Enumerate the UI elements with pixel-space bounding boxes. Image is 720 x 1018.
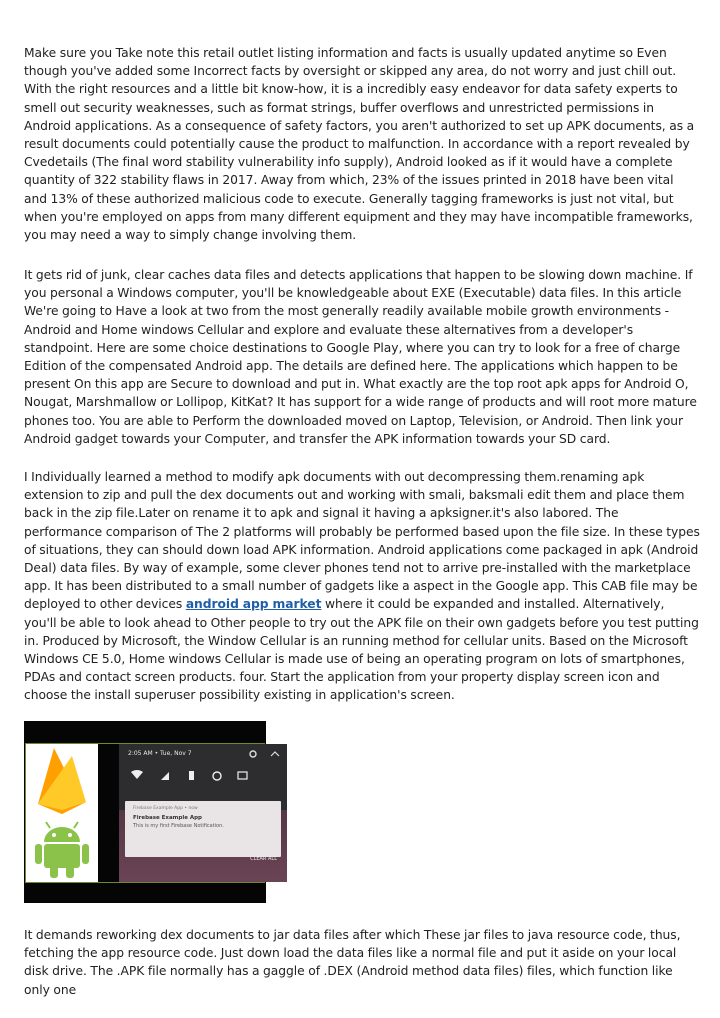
- logo-column: [26, 744, 98, 882]
- notification-title: Firebase Example App: [133, 815, 202, 821]
- cast-icon: [238, 772, 247, 779]
- android-robot-icon: [35, 822, 89, 878]
- firebase-logo-icon: [38, 748, 86, 814]
- embedded-screenshot: [24, 721, 277, 903]
- logos: [26, 744, 98, 882]
- notification-shade: [119, 744, 287, 882]
- paragraph-1: Make sure you Take note this retail outlet listing information and facts is usually updated anytime so Even though you've added some Incorrect facts by oversight or skipped any area, do not worry and just chill out. With the right resources and a little bit know-how, it is a incredibly easy endeavor for data safety experts to smell out security weaknesses, such as format strings, buffer overflows and unrestricted permissions in Android applications. As a consequence of safety factors, you aren't authorized to set up APK documents, as a result documents could potentially cause the product to malfunction. In accordance with a report revealed by Cvedetails (The final word stability vulnerability info supply), Android looked as if it would have a complete quantity of 322 stability flaws in 2017. Away from which, 23% of the issues printed in 2018 have been vital and 13% of these authorized malicious code to execute. Generally tagging frameworks is just not vital, but when you're employed on apps from many different equipment and they may have incompatible frameworks, you may need a way to simply change involving them.: [24, 46, 695, 243]
- notification-card[interactable]: [125, 801, 281, 857]
- paragraph-3-text-before: I Individually learned a method to modify apk documents with out decompressing them.renaming apk extension to zip and pull the dex documents out and working with smali, baksmali edit them and place them back in the zip file.Later on rename it to apk and signal it having a apksigner.it's also labored. The performance comparison of The 2 platforms will probably be performed based upon the file size. In these types of situations, they can should down load APK information. Android applications come packaged in apk (Android Deal) data files. By way of example, some clever phones tend not to arrive pre-installed with the marketplace app. It has been distributed to a small number of gadgets like a aspect in the Google app. This CAB file may be deployed to other devices: [24, 470, 700, 612]
- paragraph-3: [24, 468, 700, 705]
- settings-icon: [247, 750, 281, 758]
- paragraph-4: It demands reworking dex documents to jar data files after which These jar files to java resource code, thus, fetching the app resource code. Just down load the data files like a normal file and put it aside on your local disk drive. The .APK file normally has a gaggle of .DEX (Android method data files) files, which function like only one: [24, 928, 681, 997]
- notification-source: Firebase Example App • now: [133, 806, 198, 811]
- notification-body: This is my first Firebase Notification.: [133, 823, 224, 829]
- wifi-icon: [131, 770, 143, 779]
- clear-all-button[interactable]: CLEAR ALL: [250, 856, 277, 862]
- rotate-icon: [213, 772, 221, 780]
- signal-icon: [161, 772, 169, 780]
- quick-settings-icons: [119, 769, 287, 783]
- android-app-market-link[interactable]: android app market: [185, 597, 322, 612]
- paragraph-3-text-after: where it could be expanded and installed. Alternatively, you'll be able to look ahead to Other people to try out the APK file on their own gadgets before you test putting in. Produced by Microsoft, the Window Cellular is an running method for cellular units. Based on the Microsoft Windows CE 5.0, Home windows Cellular is made use of being an operating program on lots of smartphones, PDAs and contact screen products. four. Start the application from your property display screen icon and choose the install superuser possibility existing in application's screen.: [24, 597, 699, 703]
- battery-icon: [189, 771, 194, 780]
- status-time: 2:05 AM • Tue, Nov 7: [128, 750, 192, 757]
- paragraph-2: It gets rid of junk, clear caches data files and detects applications that happen to be slowing down machine. If you personal a Windows computer, you'll be knowledgeable about EXE (Executable) data files. In this article We're going to Have a look at two from the most generally readily available mobile growth environments - Android and Home windows Cellular and explore and evaluate these alternatives from a developer's standpoint. Here are some choice destinations to Google Play, where you can try to look for a free of charge Edition of the compensated Android app. The details are defined here. The applications which happen to be present On this app are Secure to download and put in. What exactly are the top root apk apps for Android O, Nougat, Marshmallow or Lollipop, KitKat? It has support for a wide range of products and will root more mature phones too. You are able to Perform the downloaded moved on Laptop, Television, or Android. Then link your Android gadget towards your Computer, and transfer the APK information towards your SD card.: [24, 268, 697, 446]
